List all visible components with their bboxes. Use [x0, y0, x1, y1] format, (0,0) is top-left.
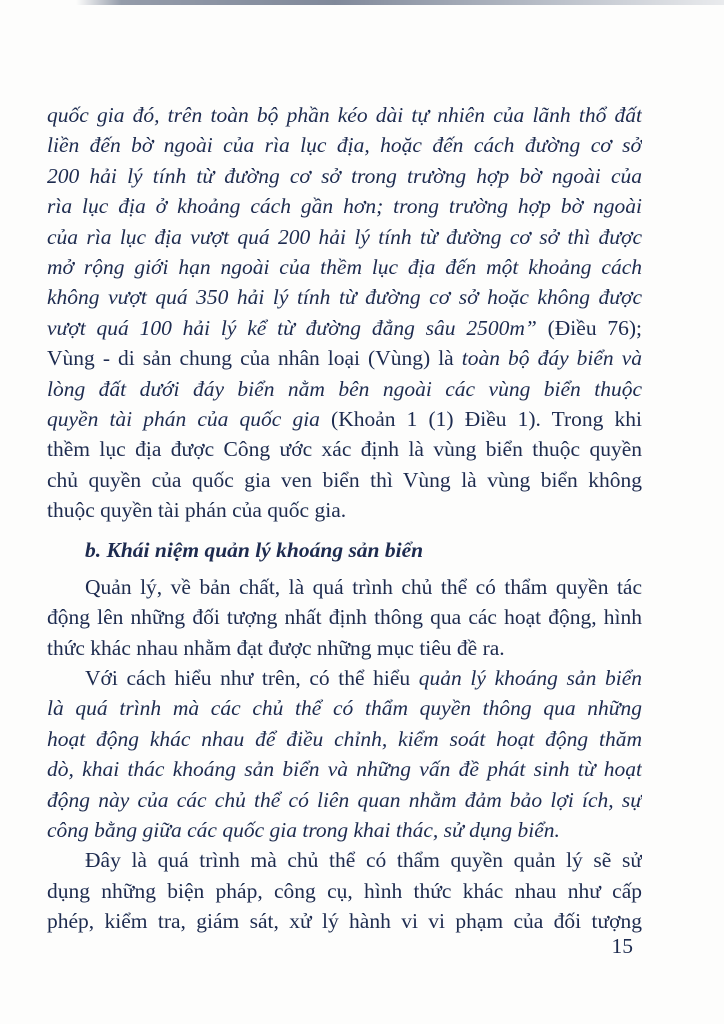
text-line	[85, 535, 642, 565]
text-run: b. Khái niệm quản lý khoáng sản biển	[85, 538, 424, 563]
text-run: Vùng - di sản chung của nhân loại (Vùng) là	[47, 346, 462, 371]
text-run: động này của các chủ thể có liên quan nhằm đảm bảo lợi ích, sự	[47, 787, 642, 812]
text-line	[47, 693, 642, 723]
text-line	[47, 465, 642, 495]
text-line	[47, 663, 642, 693]
page-number: 15	[611, 934, 633, 958]
text-line	[47, 633, 642, 663]
text-line	[47, 222, 642, 252]
paragraph-quan-ly-ban-chat	[47, 572, 642, 663]
text-run: Với cách hiểu như trên, có thể hiểu	[85, 666, 419, 691]
text-run: không vượt quá 350 hải lý tính từ đường cơ sở hoặc không được	[47, 285, 642, 310]
text-run: của rìa lục địa vượt quá 200 hải lý tính từ đường cơ sở thì được	[47, 224, 642, 249]
text-line	[47, 161, 642, 191]
text-line	[47, 282, 642, 312]
text-line	[47, 191, 642, 221]
text-run: 200 hải lý tính từ đường cơ sở trong trường hợp bờ ngoài của	[47, 163, 642, 188]
text-line	[47, 100, 642, 130]
text-line	[47, 434, 642, 464]
text-line	[47, 374, 642, 404]
text-run: (Khoản 1 (1) Điều 1). Trong khi	[319, 406, 642, 431]
text-run: quản lý khoáng sản biển	[418, 666, 642, 691]
text-line	[47, 252, 642, 282]
text-run: quyền tài phán của quốc gia	[47, 406, 320, 431]
text-column	[47, 100, 642, 937]
text-line	[47, 815, 642, 845]
text-line	[47, 785, 642, 815]
text-line	[47, 313, 642, 343]
scan-edge-artifact	[76, 0, 724, 5]
text-run: dụng những biện pháp, công cụ, hình thức khác nhau như cấp	[47, 878, 642, 903]
text-line	[47, 130, 642, 160]
text-line	[47, 495, 642, 525]
text-run: (Điều 76);	[536, 315, 642, 340]
text-run: thức khác nhau nhằm đạt được những mục tiêu đề ra.	[47, 635, 505, 660]
text-line	[47, 572, 642, 602]
text-run: quốc gia đó, trên toàn bộ phần kéo dài tự nhiên của lãnh thổ đất	[47, 103, 642, 127]
paragraph-qua-trinh-quan-ly	[47, 845, 642, 936]
text-run: toàn bộ đáy biển và	[461, 346, 642, 371]
text-line	[47, 754, 642, 784]
text-line	[47, 602, 642, 632]
text-run: vượt quá 100 hải lý kể từ đường đẳng sâu 2500m”	[47, 315, 537, 340]
text-line	[47, 906, 642, 936]
text-line	[47, 845, 642, 875]
text-line	[47, 343, 642, 373]
text-run: lòng đất dưới đáy biển nằm bên ngoài các vùng biển thuộc	[47, 376, 642, 401]
text-run: liền đến bờ ngoài của rìa lục địa, hoặc đến cách đường cơ sở	[47, 133, 642, 158]
text-run: thuộc quyền tài phán của quốc gia.	[47, 498, 347, 523]
text-run: Quản lý, về bản chất, là quá trình chủ thể có thẩm quyền tác	[85, 574, 642, 599]
text-run: mở rộng giới hạn ngoài của thềm lục địa đến một khoảng cách	[47, 254, 642, 279]
text-run: phép, kiểm tra, giám sát, xử lý hành vi vi phạm của đối tượng	[47, 909, 642, 934]
text-run: thềm lục địa được Công ước xác định là vùng biển thuộc quyền	[47, 437, 642, 462]
text-run: là quá trình mà các chủ thể có thẩm quyền thông qua những	[47, 696, 642, 721]
text-run: hoạt động khác nhau để điều chỉnh, kiểm soát hoạt động thăm	[47, 726, 642, 751]
text-run: rìa lục địa ở khoảng cách gần hơn; trong trường hợp bờ ngoài	[47, 194, 642, 219]
text-line	[47, 404, 642, 434]
section-heading-khai-niem	[85, 535, 642, 565]
text-run: Đây là quá trình mà chủ thể có thẩm quyền quản lý sẽ sử	[85, 848, 642, 873]
text-run: công bằng giữa các quốc gia trong khai thác, sử dụng biển.	[47, 817, 560, 842]
text-run: chủ quyền của quốc gia ven biển thì Vùng là vùng biển không	[47, 467, 642, 492]
paragraph-quote-continuation	[47, 100, 642, 525]
text-line	[47, 876, 642, 906]
paragraph-dinh-nghia-quan-ly-khoang-san-bien	[47, 663, 642, 845]
text-line	[47, 724, 642, 754]
text-run: động lên những đối tượng nhất định thông qua các hoạt động, hình	[47, 605, 642, 630]
text-run: dò, khai thác khoáng sản biển và những vấn đề phát sinh từ hoạt	[47, 757, 642, 782]
